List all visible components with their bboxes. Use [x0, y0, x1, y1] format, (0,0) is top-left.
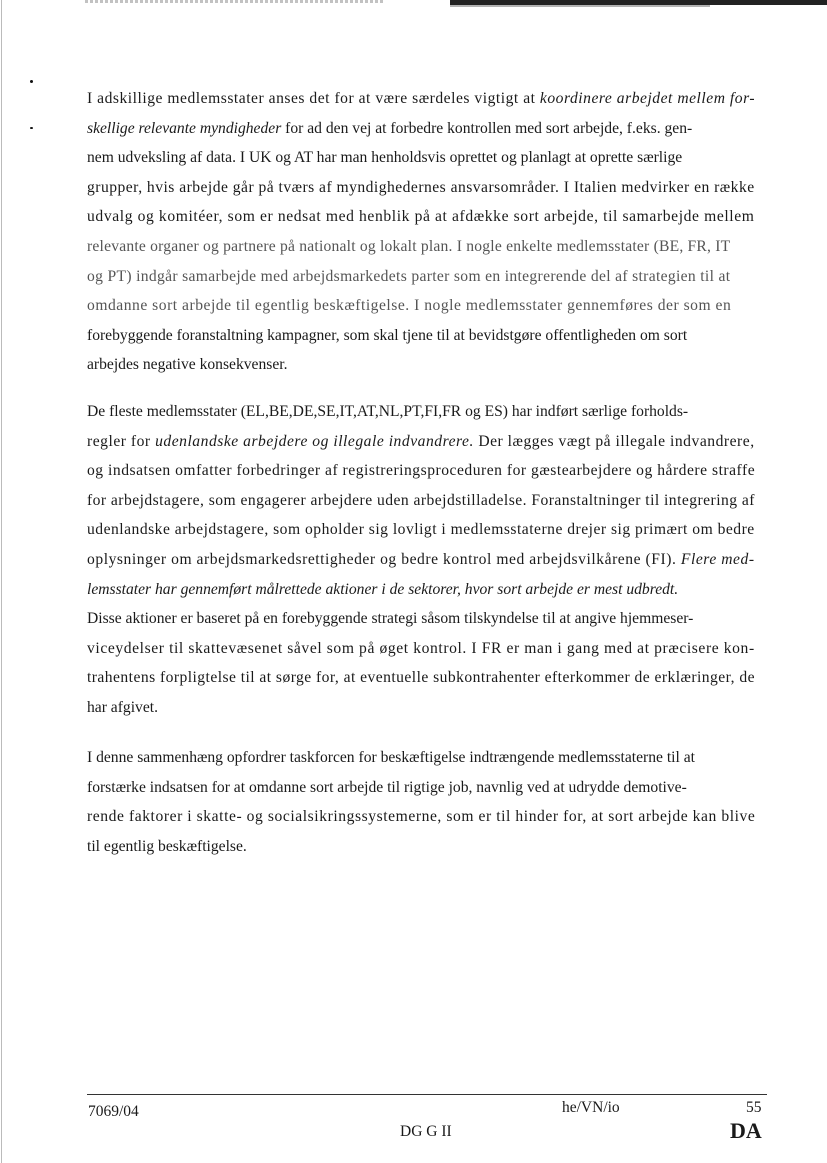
scan-speck: [30, 80, 33, 83]
text-run: for arbejdstagere, som engagerer arbejdere uden arbejdstilladelse. Foranstaltninger til integrering af: [87, 491, 755, 509]
text-line: [87, 610, 693, 628]
footer-department: DG G II: [400, 1123, 452, 1140]
text-run: udvalg og komitéer, som er nedsat med henblik på at afdække sort arbejde, til samarbejde mellem: [87, 208, 755, 226]
text-run: De fleste medlemsstater (EL,BE,DE,SE,IT,AT,NL,PT,FI,FR og ES) har indført særlige forholds-: [87, 403, 689, 420]
text-line: [87, 669, 755, 687]
italic-text-run: Flere med-: [680, 551, 755, 568]
text-line: [87, 238, 730, 256]
scan-artifact-left-edge: [1, 0, 2, 1163]
text-run: forstærke indsatsen for at omdanne sort arbejde til rigtige job, navnlig ved at udrydde demotive-: [87, 778, 687, 796]
footer-language-code: DA: [730, 1118, 762, 1143]
text-run: viceydelser til skattevæsenet såvel som på øget kontrol. I FR er man i gang med at præcisere kon-: [87, 639, 755, 657]
text-run: relevante organer og partnere på nationalt og lokalt plan. I nogle enkelte medlemsstater (BE, FR, IT: [87, 238, 731, 255]
text-run: til egentlig beskæftigelse.: [87, 837, 247, 855]
text-run: regler for: [87, 432, 156, 450]
italic-text-run: lemsstater har gennemført målrettede aktioner i de sektorer, hvor sort arbejde er mest udbredt.: [87, 580, 679, 598]
text-run: forebyggende foranstaltning kampagner, som skal tjene til at bevidstgøre offentligheden om sort: [87, 326, 688, 344]
text-line: [87, 779, 687, 797]
text-run: I adskillige medlemsstater anses det for at være særdeles vigtigt at: [87, 90, 540, 107]
footer-page-number: 55: [746, 1099, 762, 1116]
text-run: grupper, hvis arbejde går på tværs af myndighedernes ansvarsområder. I Italien medvirker en række: [87, 178, 755, 196]
text-line: [87, 462, 755, 480]
text-line: [87, 492, 755, 510]
text-run: udenlandske arbejdstagere, som opholder sig lovligt i medlemsstaterne drejer sig primært om bedre: [87, 521, 755, 539]
text-line: [87, 551, 755, 569]
text-line: [87, 120, 692, 138]
text-run: oplysninger om arbejdsmarkedsrettigheder og bedre kontrol med arbejdsvilkårene (FI).: [87, 551, 681, 568]
scan-artifact-top-right-shadow: [450, 5, 710, 7]
text-line: [87, 749, 695, 767]
text-line: [87, 640, 755, 658]
text-run: omdanne sort arbejde til egentlig beskæftigelse. I nogle medlemsstater gennemføres der som en: [87, 297, 732, 315]
text-run: trahentens forpligtelse til at sørge for, at eventuelle subkontrahenter efterkommer de erklæringer, de: [87, 669, 755, 687]
footer-initials: he/VN/io: [562, 1099, 620, 1116]
text-line: [87, 433, 755, 451]
text-run: Disse aktioner er baseret på en forebyggende strategi såsom tilskyndelse til at angive hjemmeser-: [87, 610, 694, 628]
scan-artifact-top-left: [85, 0, 385, 3]
text-line: [87, 581, 678, 599]
text-line: [87, 297, 731, 315]
text-line: [87, 208, 755, 226]
text-run: arbejdes negative konsekvenser.: [87, 356, 288, 374]
text-run: Der lægges vægt på illegale indvandrere,: [473, 432, 755, 450]
text-line: [87, 179, 755, 197]
text-run: rende faktorer i skatte- og socialsikringssystemerne, som er til hinder for, at sort arbejde kan blive: [87, 808, 756, 826]
text-line: [87, 521, 755, 539]
text-run: har afgivet.: [87, 699, 159, 716]
text-run: I denne sammenhæng opfordrer taskforcen for beskæftigelse indtrængende medlemsstaterne til at: [87, 749, 695, 766]
text-line: [87, 327, 687, 345]
text-line: [87, 90, 755, 108]
footer-doc-number: 7069/04: [88, 1103, 139, 1120]
text-run: og indsatsen omfatter forbedringer af registreringsproceduren for gæstearbejdere og hårdere straffe: [87, 462, 756, 480]
text-line: [87, 149, 682, 167]
text-line: [87, 268, 730, 286]
text-run: for ad den vej at forbedre kontrollen med sort arbejde, f.eks. gen-: [281, 119, 693, 137]
text-line: [87, 403, 688, 421]
italic-text-run: koordinere arbejdet mellem for-: [539, 90, 756, 107]
text-run: nem udveksling af data. I UK og AT har man henholdsvis oprettet og planlagt at oprette særlige: [87, 149, 683, 167]
text-run: og PT) indgår samarbejde med arbejdsmarkedets parter som en integrerende del af strategien til at: [87, 267, 731, 285]
footer-rule: [87, 1094, 767, 1095]
text-line: [87, 808, 755, 826]
italic-text-run: udenlandske arbejdere og illegale indvandrere.: [155, 432, 474, 450]
scan-speck: [30, 127, 33, 129]
text-line: [87, 838, 247, 856]
text-line: [87, 356, 287, 374]
text-line: [87, 699, 158, 717]
italic-text-run: skellige relevante myndigheder: [87, 119, 282, 137]
